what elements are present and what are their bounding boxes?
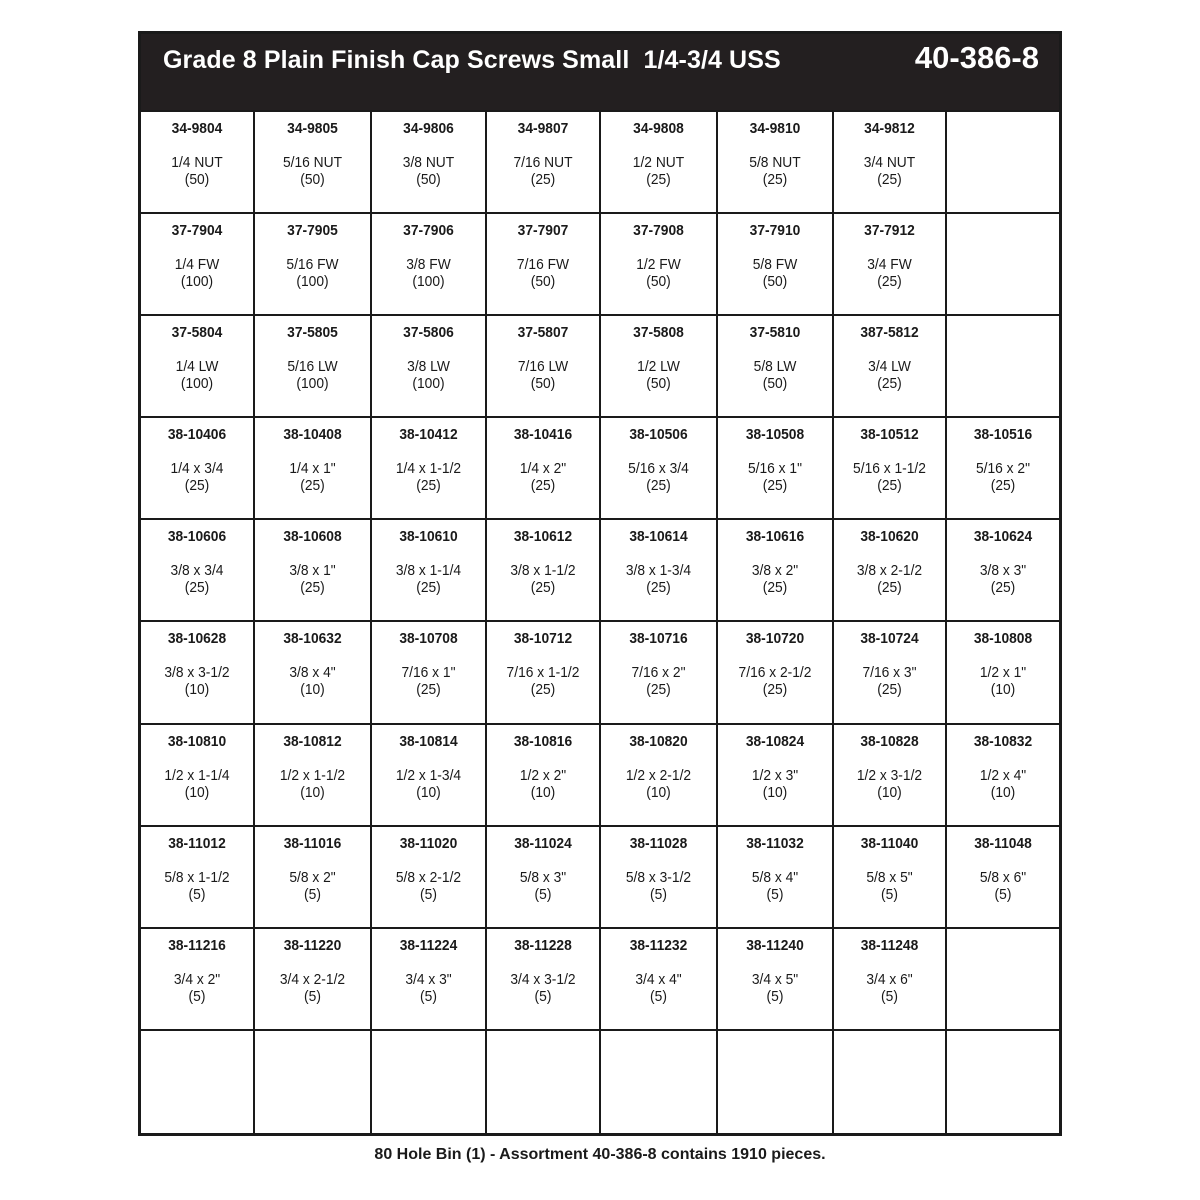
bin-cell	[601, 520, 718, 622]
part-description: 3/8 FW	[406, 256, 451, 274]
part-quantity: (25)	[762, 171, 788, 188]
part-quantity: (50)	[300, 171, 325, 188]
part-number: 38-10828	[860, 732, 919, 750]
part-description: 7/16 x 1-1/2	[506, 664, 580, 682]
bin-cell	[718, 316, 834, 418]
part-number: 38-10614	[629, 528, 688, 546]
part-description: 5/8 x 2-1/2	[395, 868, 462, 886]
bin-cell	[372, 520, 487, 622]
bin-cell	[601, 827, 718, 929]
bin-cell	[141, 1031, 255, 1133]
part-number: 38-10610	[399, 528, 458, 546]
part-number: 38-10824	[745, 732, 805, 750]
part-number: 37-5810	[749, 324, 801, 342]
bin-cell	[141, 622, 255, 724]
part-number: 34-9807	[517, 120, 569, 137]
part-description: 7/16 x 1"	[401, 664, 456, 682]
bin-cell	[718, 827, 834, 929]
part-number: 38-10820	[629, 732, 688, 750]
bin-cell	[487, 112, 601, 214]
part-number: 38-10628	[167, 630, 227, 648]
part-description: 3/4 x 2-1/2	[279, 970, 346, 988]
part-description: 3/8 NUT	[402, 154, 455, 171]
part-description: 7/16 FW	[516, 256, 570, 274]
bin-cell	[255, 316, 372, 418]
part-quantity: (50)	[762, 375, 788, 393]
part-quantity: (25)	[530, 171, 556, 188]
part-description: 1/4 FW	[174, 256, 220, 274]
part-number: 38-10716	[629, 630, 688, 648]
part-number: 34-9806	[403, 120, 454, 137]
bin-cell	[601, 1031, 718, 1133]
part-description: 3/8 x 2-1/2	[856, 562, 923, 580]
part-quantity: (50)	[416, 171, 441, 188]
part-description: 5/16 LW	[287, 358, 338, 376]
bin-cell	[141, 316, 255, 418]
bin-cell	[255, 520, 372, 622]
part-description: 3/8 x 3/4	[170, 562, 224, 580]
bin-cell	[718, 622, 834, 724]
bin-cell	[601, 112, 718, 214]
bin-cell	[947, 725, 1059, 827]
bin-cell	[141, 725, 255, 827]
part-quantity: (25)	[416, 477, 441, 495]
part-number: 38-11020	[399, 834, 458, 852]
part-quantity: (25)	[877, 273, 902, 291]
part-quantity: (10)	[990, 783, 1016, 801]
part-number: 38-10816	[513, 732, 573, 750]
bin-cell	[372, 112, 487, 214]
bin-cell	[487, 622, 601, 724]
part-number: 37-7904	[171, 222, 223, 240]
part-quantity: (10)	[990, 681, 1016, 699]
part-quantity: (50)	[762, 273, 788, 291]
bin-cell	[947, 827, 1059, 929]
part-quantity: (25)	[877, 681, 902, 699]
sheet-title: Grade 8 Plain Finish Cap Screws Small 1/4-3/4 USS	[163, 46, 781, 74]
bin-cell	[947, 112, 1059, 214]
part-description: 1/2 x 3-1/2	[856, 766, 923, 784]
part-description: 1/2 x 3"	[751, 766, 799, 784]
part-description: 7/16 x 2"	[631, 664, 686, 682]
bin-cell	[372, 1031, 487, 1133]
part-description: 5/8 x 5"	[866, 868, 913, 886]
bin-cell	[718, 725, 834, 827]
part-quantity: (25)	[300, 477, 325, 495]
part-number: 37-5804	[171, 324, 223, 342]
part-description: 3/4 LW	[868, 358, 911, 376]
part-number: 38-11016	[283, 834, 342, 852]
part-description: 3/4 FW	[867, 256, 912, 274]
part-description: 3/4 x 3-1/2	[510, 970, 576, 988]
assortment-code: 40-386-8	[914, 40, 1039, 75]
part-number: 37-7910	[749, 222, 801, 240]
bin-cell	[834, 520, 947, 622]
part-quantity: (5)	[534, 885, 552, 903]
part-description: 1/4 x 3/4	[170, 460, 224, 478]
part-quantity: (25)	[530, 681, 556, 699]
part-quantity: (100)	[296, 375, 329, 393]
part-description: 5/16 FW	[286, 256, 339, 274]
part-number: 38-10406	[167, 426, 227, 444]
part-quantity: (25)	[877, 477, 902, 495]
part-number: 38-11040	[860, 834, 919, 852]
part-description: 3/8 x 1"	[289, 562, 336, 580]
part-description: 5/8 x 6"	[979, 868, 1027, 886]
part-number: 37-5808	[633, 324, 684, 342]
bin-cell	[487, 725, 601, 827]
bin-cell	[372, 418, 487, 520]
part-description: 5/16 x 1"	[747, 460, 802, 478]
bin-cell	[487, 316, 601, 418]
part-quantity: (5)	[188, 885, 206, 903]
part-description: 1/2 x 1-1/4	[164, 766, 230, 784]
part-quantity: (25)	[877, 375, 902, 393]
part-quantity: (25)	[762, 477, 788, 495]
part-quantity: (10)	[184, 783, 210, 801]
part-number: 34-9804	[171, 120, 223, 137]
part-number: 38-10508	[745, 426, 805, 444]
part-quantity: (100)	[412, 375, 445, 393]
bin-cell	[601, 316, 718, 418]
part-number: 38-11032	[746, 834, 804, 852]
part-description: 3/4 x 5"	[751, 970, 799, 988]
part-number: 38-10832	[973, 732, 1033, 750]
part-quantity: (50)	[530, 273, 556, 291]
bin-cell	[834, 112, 947, 214]
part-number: 38-10408	[283, 426, 342, 444]
bin-grid	[141, 110, 1059, 1133]
part-quantity: (10)	[762, 783, 788, 801]
part-description: 1/4 x 2"	[519, 460, 567, 478]
part-quantity: (10)	[530, 783, 556, 801]
bin-cell	[601, 418, 718, 520]
part-description: 7/16 NUT	[513, 154, 573, 171]
part-quantity: (25)	[300, 579, 325, 597]
part-description: 1/2 LW	[637, 358, 680, 376]
part-quantity: (100)	[296, 273, 329, 291]
part-number: 38-10624	[973, 528, 1033, 546]
part-number: 38-11232	[629, 936, 688, 954]
bin-cell	[947, 929, 1059, 1031]
part-number: 38-10808	[973, 630, 1033, 648]
part-quantity: (25)	[990, 579, 1016, 597]
part-number: 38-11012	[168, 834, 226, 852]
part-number: 37-5805	[287, 324, 338, 342]
part-number: 37-5806	[403, 324, 454, 342]
footer-note: 80 Hole Bin (1) - Assortment 40-386-8 contains 1910 pieces.	[374, 1146, 826, 1163]
part-number: 38-10720	[745, 630, 805, 648]
part-description: 1/2 x 1-3/4	[395, 766, 462, 784]
bin-cell	[255, 725, 372, 827]
part-description: 3/8 x 3"	[979, 562, 1027, 580]
part-description: 1/4 NUT	[171, 154, 223, 171]
bin-cell	[718, 520, 834, 622]
part-number: 38-10512	[860, 426, 919, 444]
part-description: 3/4 x 6"	[866, 970, 913, 988]
part-number: 37-7905	[287, 222, 338, 240]
part-number: 387-5812	[860, 324, 919, 342]
bin-cell	[947, 214, 1059, 316]
bin-cell	[487, 929, 601, 1031]
part-number: 38-11028	[629, 834, 688, 852]
part-quantity: (25)	[530, 477, 556, 495]
part-quantity: (10)	[877, 783, 902, 801]
part-number: 34-9805	[287, 120, 338, 137]
bin-cell	[947, 1031, 1059, 1133]
part-number: 38-10632	[283, 630, 342, 648]
part-description: 1/2 x 2-1/2	[625, 766, 692, 784]
part-description: 3/4 x 2"	[173, 970, 221, 988]
bin-cell	[718, 929, 834, 1031]
part-quantity: (50)	[646, 375, 671, 393]
part-number: 38-11220	[283, 936, 342, 954]
part-quantity: (50)	[646, 273, 671, 291]
bin-cell	[718, 1031, 834, 1133]
bin-cell	[601, 622, 718, 724]
part-number: 34-9808	[633, 120, 684, 137]
part-quantity: (5)	[650, 885, 667, 903]
bin-cell	[372, 316, 487, 418]
part-number: 34-9812	[864, 120, 915, 137]
part-quantity: (5)	[420, 987, 437, 1005]
bin-cell	[718, 214, 834, 316]
part-number: 38-10412	[399, 426, 458, 444]
part-description: 3/8 x 3-1/2	[164, 664, 230, 682]
bin-cell	[834, 316, 947, 418]
part-quantity: (5)	[420, 885, 437, 903]
part-quantity: (25)	[416, 681, 441, 699]
part-quantity: (25)	[416, 579, 441, 597]
header-bar	[141, 34, 1059, 110]
part-quantity: (25)	[646, 477, 671, 495]
bin-cell	[601, 214, 718, 316]
bin-cell	[834, 418, 947, 520]
part-number: 37-5807	[517, 324, 569, 342]
bin-cell	[141, 418, 255, 520]
part-number: 38-10506	[629, 426, 688, 444]
part-quantity: (25)	[762, 579, 788, 597]
part-number: 38-11216	[168, 936, 226, 954]
bin-cell	[834, 214, 947, 316]
part-number: 38-10606	[167, 528, 227, 546]
part-quantity: (25)	[646, 681, 671, 699]
bin-cell	[834, 725, 947, 827]
part-quantity: (5)	[188, 987, 206, 1005]
part-description: 1/2 FW	[636, 256, 681, 274]
bin-cell	[601, 725, 718, 827]
bin-cell	[487, 1031, 601, 1133]
part-quantity: (50)	[530, 375, 556, 393]
bin-cell	[947, 622, 1059, 724]
part-description: 5/8 x 1-1/2	[164, 868, 230, 886]
bin-cell	[947, 520, 1059, 622]
bin-cell	[487, 418, 601, 520]
part-number: 38-11024	[514, 834, 572, 852]
part-description: 3/4 x 3"	[405, 970, 452, 988]
bin-cell	[834, 1031, 947, 1133]
part-quantity: (25)	[877, 579, 902, 597]
part-quantity: (100)	[412, 273, 445, 291]
part-quantity: (10)	[300, 783, 325, 801]
bin-cell	[947, 418, 1059, 520]
part-description: 3/8 x 2"	[751, 562, 799, 580]
bin-label-sheet	[138, 31, 1062, 1136]
bin-cell	[255, 418, 372, 520]
part-number: 38-11248	[860, 936, 919, 954]
part-description: 1/2 x 4"	[979, 766, 1027, 784]
part-number: 37-7906	[403, 222, 454, 240]
bin-cell	[834, 929, 947, 1031]
part-quantity: (100)	[180, 375, 214, 393]
part-description: 5/8 x 3-1/2	[625, 868, 692, 886]
part-description: 5/8 x 2"	[289, 868, 336, 886]
part-description: 5/16 NUT	[282, 154, 343, 171]
bin-cell	[947, 316, 1059, 418]
part-description: 3/8 x 1-1/4	[395, 562, 462, 580]
bin-cell	[834, 622, 947, 724]
part-number: 38-10608	[283, 528, 342, 546]
bin-cell	[487, 520, 601, 622]
bin-cell	[601, 929, 718, 1031]
part-description: 3/8 x 1-1/2	[510, 562, 576, 580]
part-quantity: (5)	[534, 987, 552, 1005]
part-description: 5/8 NUT	[749, 154, 801, 171]
part-number: 34-9810	[749, 120, 801, 137]
part-quantity: (10)	[646, 783, 671, 801]
part-quantity: (25)	[184, 477, 210, 495]
part-quantity: (5)	[994, 885, 1012, 903]
part-description: 7/16 x 2-1/2	[738, 664, 812, 682]
part-number: 38-10616	[745, 528, 805, 546]
part-description: 5/16 x 3/4	[628, 460, 689, 478]
part-description: 3/8 LW	[407, 358, 450, 376]
part-description: 5/8 x 3"	[519, 868, 567, 886]
part-number: 38-10712	[513, 630, 573, 648]
part-number: 37-7907	[517, 222, 569, 240]
part-quantity: (5)	[881, 987, 898, 1005]
part-number: 38-10416	[513, 426, 573, 444]
part-quantity: (5)	[766, 885, 784, 903]
part-number: 38-10814	[399, 732, 458, 750]
part-number: 38-10612	[513, 528, 573, 546]
part-quantity: (25)	[990, 477, 1016, 495]
part-number: 38-10708	[399, 630, 458, 648]
part-description: 1/4 x 1"	[289, 460, 336, 478]
bin-cell	[834, 827, 947, 929]
bin-cell	[141, 112, 255, 214]
part-description: 5/8 LW	[753, 358, 797, 376]
part-description: 3/4 NUT	[863, 154, 916, 171]
bin-cell	[718, 112, 834, 214]
part-quantity: (100)	[180, 273, 214, 291]
part-number: 38-11240	[746, 936, 804, 954]
part-quantity: (10)	[184, 681, 210, 699]
part-quantity: (5)	[304, 987, 321, 1005]
part-number: 38-11224	[399, 936, 458, 954]
part-description: 5/8 x 4"	[751, 868, 799, 886]
bin-cell	[372, 214, 487, 316]
bin-cell	[372, 929, 487, 1031]
part-quantity: (25)	[646, 171, 671, 188]
part-number: 38-10516	[973, 426, 1033, 444]
part-description: 1/4 LW	[175, 358, 219, 376]
bin-cell	[255, 214, 372, 316]
part-quantity: (5)	[881, 885, 898, 903]
part-description: 5/16 x 1-1/2	[853, 460, 926, 478]
bin-cell	[255, 929, 372, 1031]
part-description: 1/2 x 2"	[519, 766, 567, 784]
part-quantity: (25)	[646, 579, 671, 597]
bin-cell	[141, 827, 255, 929]
part-quantity: (5)	[650, 987, 667, 1005]
part-description: 7/16 LW	[517, 358, 569, 376]
bin-cell	[255, 622, 372, 724]
part-number: 38-11048	[974, 834, 1032, 852]
part-quantity: (25)	[762, 681, 788, 699]
part-quantity: (5)	[304, 885, 321, 903]
part-quantity: (25)	[530, 579, 556, 597]
part-quantity: (10)	[416, 783, 441, 801]
bin-cell	[255, 827, 372, 929]
part-number: 38-10810	[167, 732, 227, 750]
part-number: 38-10812	[283, 732, 342, 750]
part-description: 1/2 x 1"	[979, 664, 1027, 682]
bin-cell	[141, 214, 255, 316]
part-number: 38-10724	[860, 630, 919, 648]
part-quantity: (25)	[184, 579, 210, 597]
part-quantity: (10)	[300, 681, 325, 699]
part-description: 1/2 NUT	[632, 154, 685, 171]
bin-cell	[487, 214, 601, 316]
part-description: 3/4 x 4"	[635, 970, 682, 988]
bin-cell	[141, 520, 255, 622]
part-quantity: (50)	[184, 171, 210, 188]
bin-cell	[372, 827, 487, 929]
bin-cell	[487, 827, 601, 929]
part-number: 37-7908	[633, 222, 684, 240]
part-description: 3/8 x 1-3/4	[625, 562, 692, 580]
part-number: 37-7912	[864, 222, 915, 240]
bin-cell	[718, 418, 834, 520]
part-quantity: (5)	[766, 987, 784, 1005]
part-description: 5/16 x 2"	[975, 460, 1030, 478]
part-description: 3/8 x 4"	[289, 664, 336, 682]
part-number: 38-11228	[514, 936, 572, 954]
bin-cell	[255, 112, 372, 214]
part-description: 5/8 FW	[752, 256, 798, 274]
bin-cell	[372, 725, 487, 827]
part-description: 1/2 x 1-1/2	[279, 766, 346, 784]
bin-cell	[372, 622, 487, 724]
part-number: 38-10620	[860, 528, 919, 546]
part-description: 1/4 x 1-1/2	[395, 460, 462, 478]
part-quantity: (25)	[877, 171, 902, 188]
bin-cell	[255, 1031, 372, 1133]
bin-cell	[141, 929, 255, 1031]
part-description: 7/16 x 3"	[862, 664, 917, 682]
